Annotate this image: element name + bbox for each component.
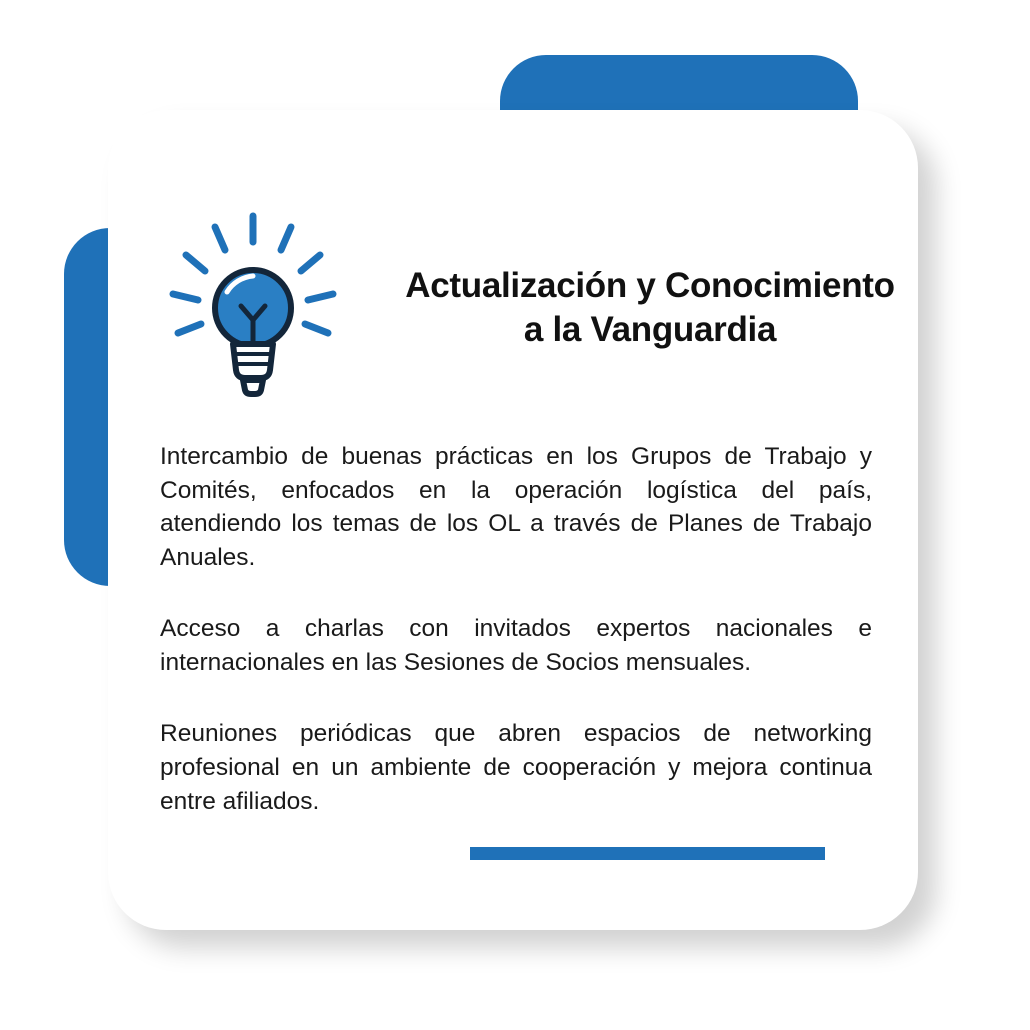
body-paragraph: Acceso a charlas con invitados expertos nacionales e internacionales en las Sesiones de Socios mensuales.	[160, 615, 872, 676]
page-title: Actualización y Conocimiento a la Vanguardia	[405, 265, 895, 349]
lightbulb-icon	[108, 208, 398, 408]
card-inner	[108, 110, 918, 930]
body-paragraph: Reuniones periódicas que abren espacios de networking profesional en un ambiente de cooperación y mejora continua entre afiliados.	[160, 720, 872, 815]
content-card	[108, 110, 918, 930]
body-paragraph: Intercambio de buenas prácticas en los Grupos de Trabajo y Comités, enfocados en la operación logística del país, atendiendo los temas de los OL a través de Planes de Trabajo Anuales.	[160, 443, 872, 571]
card-body	[160, 440, 872, 818]
bottom-accent-bar	[470, 847, 825, 860]
card-header	[108, 218, 918, 398]
